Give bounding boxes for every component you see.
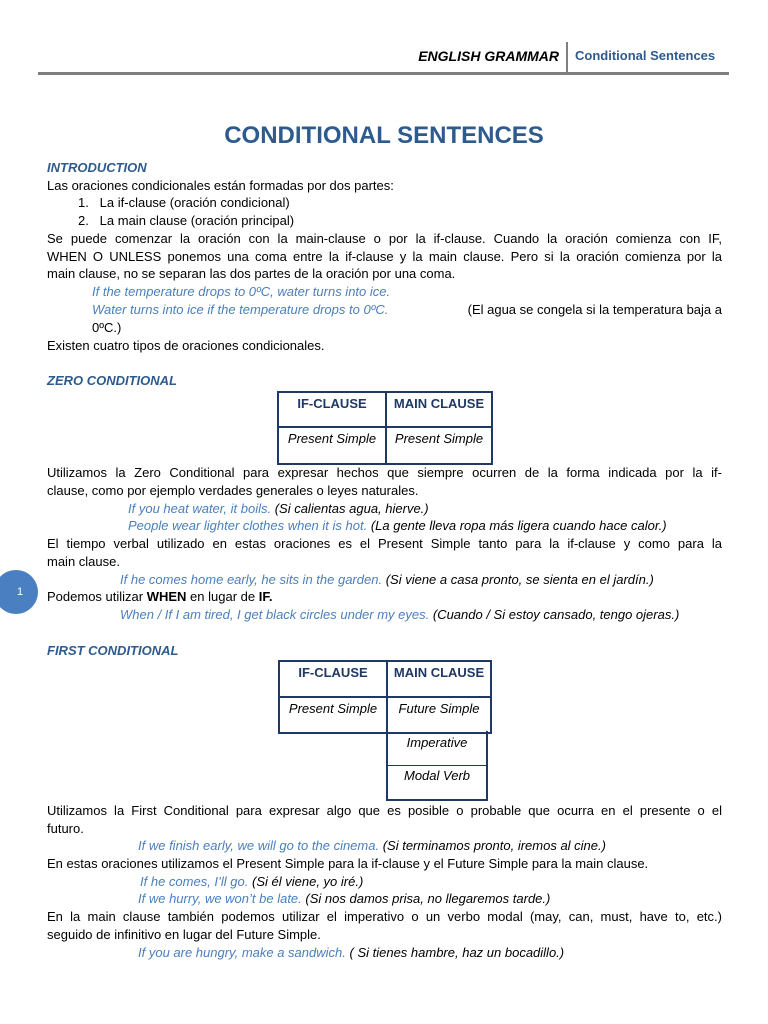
intro-list-item-2: 2. La main clause (oración principal)	[78, 213, 295, 228]
page-title: CONDITIONAL SENTENCES	[224, 122, 544, 149]
first-paragraph-line: seguido de infinitivo en lugar del Future Simple.	[47, 927, 321, 942]
first-example-1	[138, 837, 768, 855]
zero-when-note-text: Podemos utilizar	[47, 589, 147, 604]
first-table-cell-future: Future Simple	[387, 697, 491, 733]
first-example-3-text: If we hurry, we won’t be late.	[138, 891, 302, 906]
intro-line: Las oraciones condicionales están formadas por dos partes:	[47, 178, 394, 193]
first-example-1-text: If we finish early, we will go to the cinema.	[138, 838, 380, 853]
intro-paragraph-line: Se puede comenzar la oración con la main-clause o por la if-clause. Cuando la oración comienza con IF,	[47, 231, 722, 246]
zero-when-note-text-2: en lugar de	[186, 589, 259, 604]
zero-example-2	[128, 517, 768, 535]
header-separator	[566, 42, 568, 72]
zero-paragraph-line: clause, como por ejemplo verdades generales o leyes naturales.	[47, 483, 419, 498]
first-paragraph-line: En estas oraciones utilizamos el Present Simple para la if-clause y el Future Simple para la main clause.	[47, 856, 649, 871]
zero-example-3-text: If he comes home early, he sits in the garden.	[120, 572, 383, 587]
intro-example-2: Water turns into ice if the temperature drops to 0ºC.	[92, 302, 389, 317]
zero-example-4-text: When / If I am tired, I get black circles under my eyes.	[120, 607, 430, 622]
first-example-3-translation: (Si nos damos prisa, no llegaremos tarde.)	[305, 891, 551, 906]
page-number-badge: 1	[0, 570, 38, 614]
zero-example-4-translation: (Cuando / Si estoy cansado, tengo ojeras.)	[432, 607, 680, 622]
zero-table-header-if: IF-CLAUSE	[278, 392, 386, 427]
first-heading: FIRST CONDITIONAL	[47, 643, 179, 658]
zero-paragraph-line: El tiempo verbal utilizado en estas oraciones es el Present Simple tanto para la if-clause y como para la	[47, 536, 722, 551]
first-paragraph-line: futuro.	[47, 821, 84, 836]
intro-example-1: If the temperature drops to 0ºC, water turns into ice.	[92, 284, 391, 299]
first-example-1-translation: (Si terminamos pronto, iremos al cine.)	[382, 838, 606, 853]
first-example-3	[138, 890, 768, 908]
first-paragraph-line: En la main clause también podemos utilizar el imperativo o un verbo modal (may, can, must, have to, etc.)	[47, 909, 722, 924]
first-example-2	[140, 873, 768, 891]
zero-paragraph-line: main clause.	[47, 554, 120, 569]
header-title: ENGLISH GRAMMAR	[418, 48, 559, 64]
first-example-2-text: If he comes, I’ll go.	[140, 874, 249, 889]
zero-example-1-text: If you heat water, it boils.	[128, 501, 272, 516]
intro-paragraph-line: main clause, no se separan las dos partes de la oración por una coma.	[47, 266, 456, 281]
zero-example-2-text: People wear lighter clothes when it is hot.	[128, 518, 368, 533]
first-table-cell-modal: Modal Verb	[386, 766, 488, 801]
first-example-4	[138, 944, 768, 962]
zero-heading: ZERO CONDITIONAL	[47, 373, 177, 388]
zero-example-3-translation: (Si viene a casa pronto, se sienta en el jardín.)	[385, 572, 654, 587]
zero-example-1-translation: (Si calientas agua, hierve.)	[274, 501, 429, 516]
first-table	[278, 660, 492, 734]
zero-example-2-translation: (La gente lleva ropa más ligera cuando hace calor.)	[370, 518, 667, 533]
first-table-header-main: MAIN CLAUSE	[387, 661, 491, 697]
zero-table-header-main: MAIN CLAUSE	[386, 392, 492, 427]
first-table-header-if: IF-CLAUSE	[279, 661, 387, 697]
intro-example-2-translation-end: 0ºC.)	[92, 320, 122, 335]
intro-list-item-1: 1. La if-clause (oración condicional)	[78, 195, 290, 210]
zero-paragraph-line: Utilizamos la Zero Conditional para expresar hechos que siempre ocurren de la forma indicada por la if-	[47, 465, 722, 480]
zero-example-4	[120, 606, 768, 624]
zero-when-note	[47, 588, 722, 606]
zero-when-note-bold-if: IF.	[258, 589, 273, 604]
zero-example-3	[120, 571, 768, 589]
intro-paragraph-line: WHEN O UNLESS ponemos una coma entre la if-clause y la main clause. Pero si la oración comienza por la	[47, 249, 722, 264]
first-example-4-text: If you are hungry, make a sandwich.	[138, 945, 346, 960]
header-rule	[38, 72, 729, 75]
intro-heading: INTRODUCTION	[47, 160, 147, 175]
intro-example-2-translation: (El agua se congela si la temperatura baja a	[467, 302, 722, 317]
first-paragraph-line: Utilizamos la First Conditional para expresar algo que es posible o probable que ocurra en el presente o el	[47, 803, 722, 818]
zero-table	[277, 391, 493, 465]
first-example-2-translation: (Si él viene, yo iré.)	[252, 874, 364, 889]
first-table-cell-imperative: Imperative	[386, 731, 488, 766]
zero-when-note-bold-when: WHEN	[146, 589, 187, 604]
intro-example-2-row	[92, 301, 722, 319]
zero-example-1	[128, 500, 768, 518]
header-subtitle: Conditional Sentences	[575, 48, 716, 63]
first-table-cell-if: Present Simple	[279, 697, 387, 733]
intro-closing: Existen cuatro tipos de oraciones condicionales.	[47, 338, 325, 353]
first-example-4-translation: ( Si tienes hambre, haz un bocadillo.)	[349, 945, 565, 960]
zero-table-cell-if: Present Simple	[278, 427, 386, 464]
zero-table-cell-main: Present Simple	[386, 427, 492, 464]
